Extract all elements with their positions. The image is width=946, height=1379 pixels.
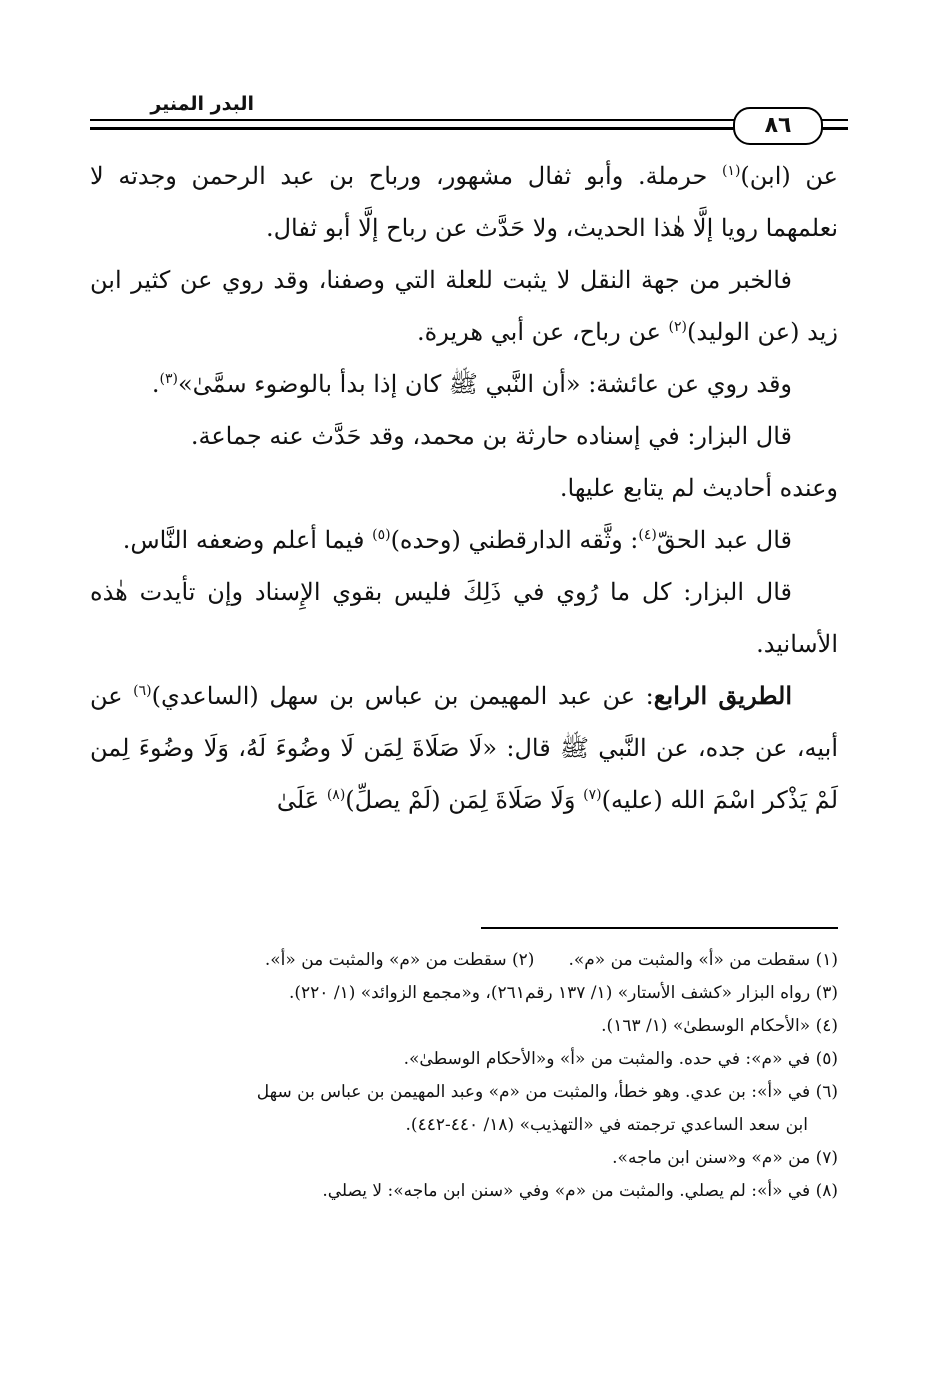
paragraph-4: قال البزار: في إسناده حارثة بن محمد، وقد حَدَّث عنه جماعة. [190,422,792,450]
footnote-marker-1: (١) [721,163,741,179]
footnote-marker-5: (٥) [372,527,391,543]
footnote-7: (٧) من «م» و«سنن ابن ماجه». [612,1148,838,1168]
paragraph-2: فالخبر من جهة النقل لا يثبت للعلة التي وصفنا، وقد روي عن كثير ابن زيد (عن الوليد)$^{(٢)}$ عن رباح، عن أبي هريرة. [90,266,838,346]
footnote-1: (١) سقطت من «أ» والمثبت من «م». [568,950,838,970]
footnote-6-continuation: ابن سعد الساعدي ترجمته في «التهذيب» (١٨/ ٤٤٠-٤٤٢). [405,1115,808,1135]
footnote-4: (٤) «الأحكام الوسطىٰ» (١/ ١٦٣). [601,1016,838,1036]
footnote-marker-8: (٨) [326,787,346,803]
paragraph-7: قال البزار: كل ما رُوي في ذَلِكَ فليس بقوي الإِسناد وإن تأيدت هٰذه الأسانيد. [90,578,838,658]
section-heading-fourth-path: الطريق الرابع [653,681,792,710]
footnote-separator [481,927,838,929]
paragraph-3: وقد روي عن عائشة: «أن النَّبي ﷺ كان إذا بدأ بالوضوء سمَّىٰ»$^{(٣)}$. [151,370,792,398]
footnote-5: (٥) في «م»: في حده. والمثبت من «أ» و«الأحكام الوسطىٰ». [403,1049,838,1069]
page-number: ٨٦ [733,107,823,145]
footnote-marker-2: (٢) [668,319,688,335]
footnote-3: (٣) رواه البزار «كشف الأستار» (١/ ١٣٧ رقم٢٦١)، و«مجمع الزوائد» (١/ ٢٢٠). [288,983,838,1003]
paragraph-8: الطريق الرابع: عن عبد المهيمن بن عباس بن سهل (الساعدي)$^{(٦)}$ عن أبيه، عن جده، عن النَّبي ﷺ قال: «لَا صَلَاةَ لِمَن لَا وضُوءَ لَهُ، وَلَا وضُوءَ لِمن لَمْ يَذْكر اسْمَ الله (عليه)$^{(٧)}$ وَلَا صَلَاةَ لِمَن (لَمْ يصلِّ)$^{(٨)}$ عَلَىٰ [90,681,838,814]
footnotes [90,944,838,1208]
footnote-2: (٢) سقطت من «م» والمثبت من «أ». [264,950,535,970]
main-text [90,150,838,826]
paragraph-5: وعنده أحاديث لم يتابع عليها. [559,474,838,502]
running-header-title: البدر المنير [150,93,254,115]
footnote-marker-3: (٣) [159,371,178,387]
paragraph-6: قال عبد الحقّ$^{(٤)}$: وثَّقه الدارقطني (وحده)$^{(٥)}$ فيما أعلم وضعفه النَّاس. [122,526,792,554]
footnote-6: (٦) في «أ»: بن عدي. وهو خطأ، والمثبت من «م» وعبد المهيمن بن عباس بن سهل [256,1082,838,1102]
footnote-8: (٨) في «أ»: لم يصلي. والمثبت من «م» وفي «سنن ابن ماجه»: لا يصلي. [322,1181,838,1201]
footnote-1-2 [90,944,838,977]
footnote-marker-7: (٧) [583,787,602,803]
footnote-marker-6: (٦) [133,683,152,699]
footnote-marker-4: (٤) [638,527,657,543]
paragraph-1: عن (ابن)$^{(١)}$ حرملة. وأبو ثفال مشهور، ورباح بن عبد الرحمن وجدته لا نعلمهما رويا إلَّا هٰذا الحديث، ولا حَدَّث عن رباح إلَّا أبو ثفال. [90,162,838,242]
